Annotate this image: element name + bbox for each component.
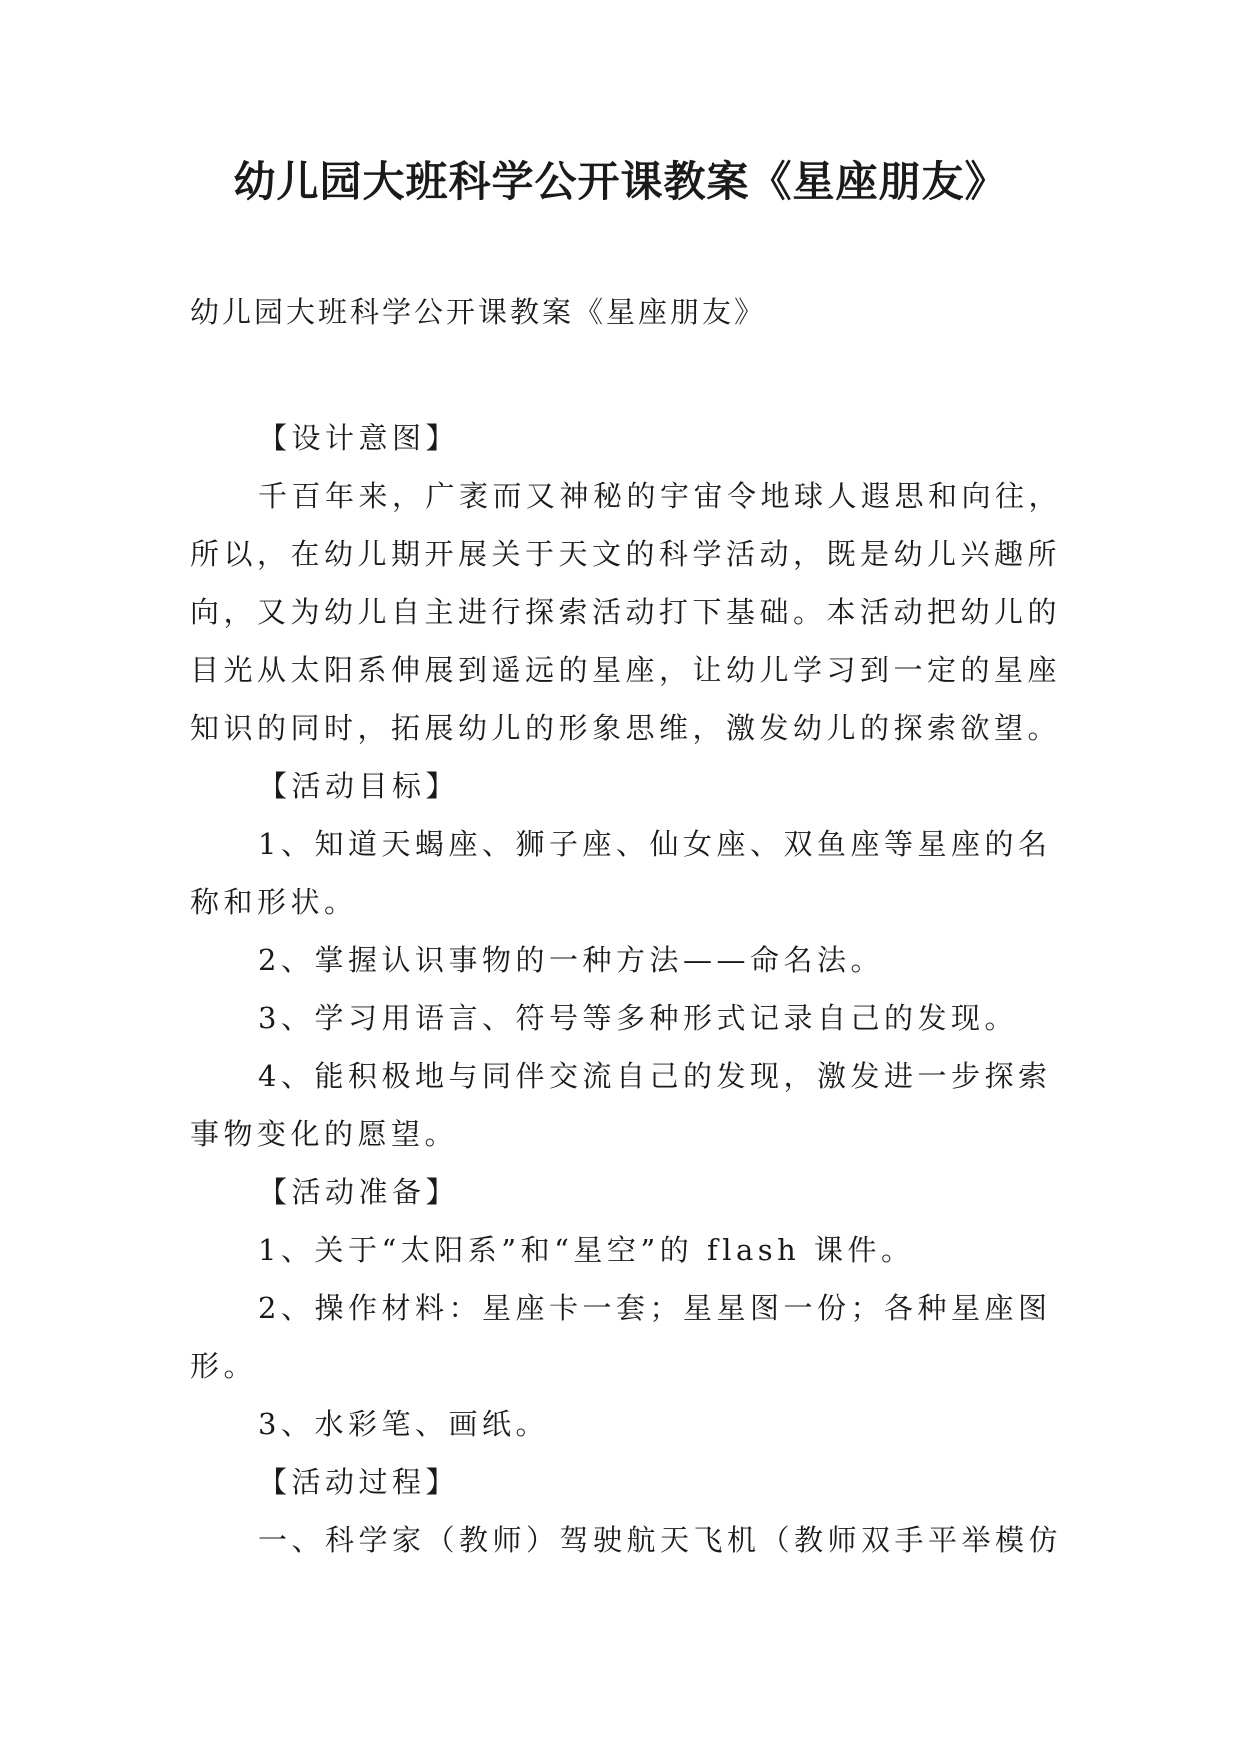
paragraph-line: 所以，在幼儿期开展关于天文的科学活动，既是幼儿兴趣所 [190, 537, 1062, 571]
paragraph-line: 知识的同时，拓展幼儿的形象思维，激发幼儿的探索欲望。 [190, 711, 1062, 745]
paragraph-line: 称和形状。 [190, 885, 358, 919]
goal-item-1: 1、知道天蝎座、狮子座、仙女座、双鱼座等星座的名 [258, 827, 1052, 861]
goal-item-3: 3、学习用语言、符号等多种形式记录自己的发现。 [258, 1001, 1018, 1035]
prep-item-1: 1、关于“太阳系”和“星空”的 flash 课件。 [258, 1233, 915, 1267]
paragraph-line: 目光从太阳系伸展到遥远的星座，让幼儿学习到一定的星座 [190, 653, 1062, 687]
paragraph-line: 千百年来，广袤而又神秘的宇宙令地球人遐思和向往， [258, 479, 1063, 513]
section-heading-goals: 【活动目标】 [258, 769, 460, 803]
paragraph-line: 形。 [190, 1349, 258, 1383]
paragraph-line: 向，又为幼儿自主进行探索活动打下基础。本活动把幼儿的 [190, 595, 1062, 629]
prep-item-2: 2、操作材料：星座卡一套；星星图一份；各种星座图 [258, 1291, 1052, 1325]
document-body [190, 409, 1063, 1569]
goal-item-2: 2、掌握认识事物的一种方法——命名法。 [258, 943, 884, 977]
prep-item-3: 3、水彩笔、画纸。 [258, 1407, 549, 1441]
goal-item-4: 4、能积极地与同伴交流自己的发现，激发进一步探索 [258, 1059, 1052, 1093]
section-heading-process: 【活动过程】 [258, 1465, 460, 1499]
document-title: 幼儿园大班科学公开课教案《星座朋友》 [233, 157, 1008, 206]
document-subtitle: 幼儿园大班科学公开课教案《星座朋友》 [190, 295, 767, 329]
section-heading-design-intent: 【设计意图】 [258, 421, 460, 455]
paragraph-line: 事物变化的愿望。 [190, 1117, 459, 1151]
section-heading-preparation: 【活动准备】 [258, 1175, 460, 1209]
process-step-1: 一、科学家（教师）驾驶航天飞机（教师双手平举模仿 [258, 1523, 1063, 1557]
